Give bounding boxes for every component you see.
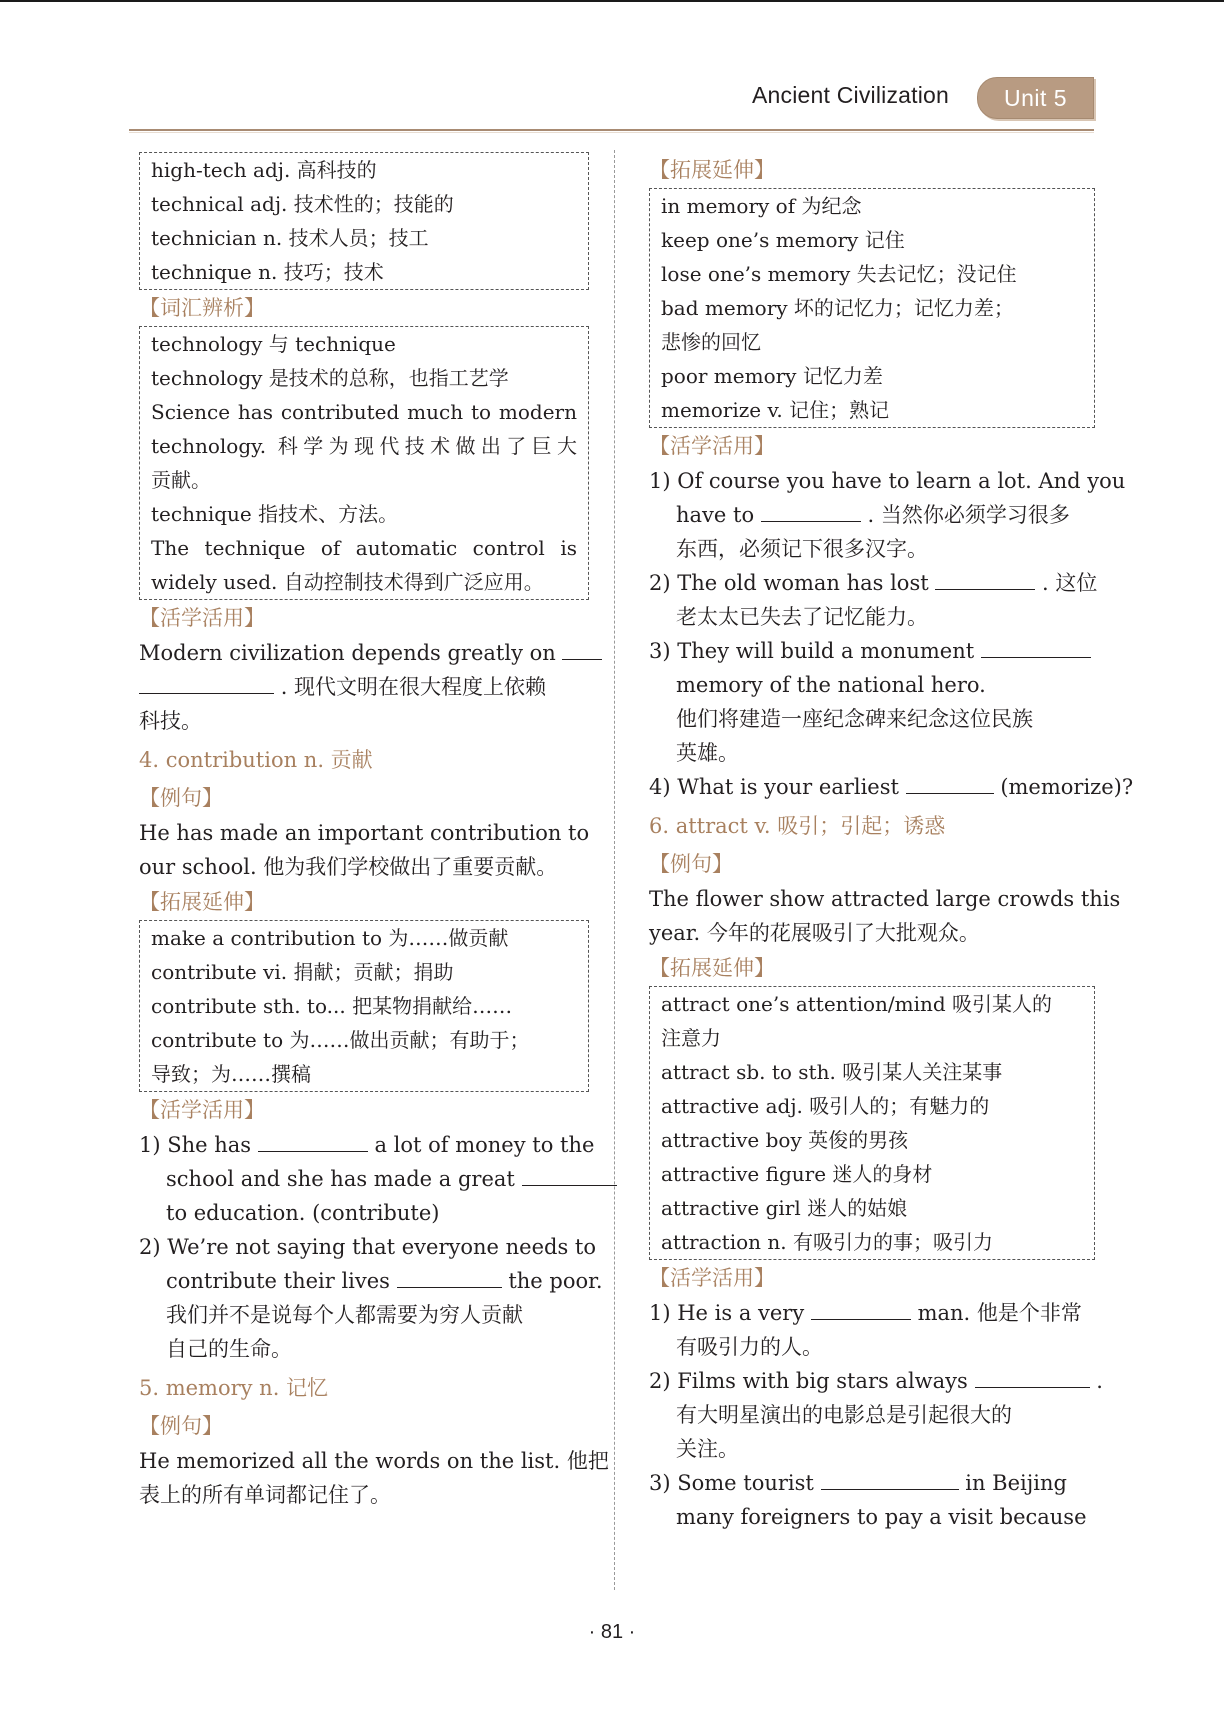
answer-blank[interactable]	[397, 1265, 502, 1288]
practice-line: contribute their lives the poor.	[139, 1264, 589, 1298]
practice-line: 1) Of course you have to learn a lot. And you	[649, 469, 1126, 493]
practice-line: school and she has made a great	[139, 1162, 589, 1196]
answer-blank[interactable]	[975, 1365, 1090, 1388]
practice-line: 3) They will build a monument	[649, 634, 1095, 668]
practice-line: 2) Films with big stars always .	[649, 1364, 1095, 1398]
box-line: technology. 科学为现代技术做出了巨大	[151, 434, 577, 458]
box-line: attract sb. to sth. 吸引某人关注某事	[661, 1060, 1003, 1084]
answer-blank[interactable]	[761, 499, 861, 522]
box-line: 注意力	[661, 1026, 721, 1050]
box-line: widely used. 自动控制技术得到广泛应用。	[151, 570, 544, 594]
answer-blank[interactable]	[139, 671, 274, 694]
practice-line: many foreigners to pay a visit because	[676, 1505, 1087, 1529]
section-tag-practice: 【活学活用】	[649, 434, 775, 458]
answer-blank[interactable]	[811, 1297, 911, 1320]
box-line: high-tech adj. 高科技的	[151, 158, 377, 182]
box-line: technology 与 technique	[151, 332, 396, 356]
entry-heading-attract: 6. attract v. 吸引；引起；诱惑	[649, 814, 946, 838]
practice-line: memory of the national hero.	[676, 673, 986, 697]
vocab-analysis-box	[139, 326, 589, 600]
box-line: contribute sth. to... 把某物捐献给……	[151, 994, 513, 1018]
answer-blank[interactable]	[935, 567, 1035, 590]
box-line: 悲惨的回忆	[661, 330, 761, 354]
section-tag-example: 【例句】	[649, 852, 733, 876]
example-line: He has made an important contribution to	[139, 821, 590, 845]
box-line: Science has contributed much to modern	[151, 400, 577, 424]
practice-line: 自己的生命。	[166, 1337, 292, 1361]
box-line: attractive figure 迷人的身材	[661, 1162, 933, 1186]
box-line: The technique of automatic control is	[151, 536, 577, 560]
header-rule-shadow	[129, 132, 1094, 133]
page-number: · 81 ·	[588, 1621, 636, 1643]
answer-blank[interactable]	[821, 1467, 959, 1490]
example-line: year. 今年的花展吸引了大批观众。	[649, 921, 980, 945]
page-top-border	[0, 0, 1224, 2]
extension-box	[139, 920, 589, 1092]
example-line: 表上的所有单词都记住了。	[139, 1483, 391, 1507]
box-line: technique 指技术、方法。	[151, 502, 399, 526]
entry-heading-contribution: 4. contribution n. 贡献	[139, 748, 373, 772]
box-line: 贡献。	[151, 468, 211, 492]
practice-line: . 现代文明在很大程度上依赖	[139, 670, 589, 704]
box-line: attractive adj. 吸引人的；有魅力的	[661, 1094, 990, 1118]
box-line: attractive girl 迷人的姑娘	[661, 1196, 908, 1220]
practice-line: Modern civilization depends greatly on	[139, 636, 589, 670]
section-tag-extension: 【拓展延伸】	[649, 956, 775, 980]
practice-line: to education. (contribute)	[166, 1201, 440, 1225]
answer-blank[interactable]	[906, 771, 994, 794]
header-rule	[129, 129, 1094, 131]
section-tag-extension: 【拓展延伸】	[649, 158, 775, 182]
practice-line: 他们将建造一座纪念碑来纪念这位民族	[676, 707, 1033, 731]
practice-line: 我们并不是说每个人都需要为穷人贡献	[166, 1303, 523, 1327]
box-line: attract one’s attention/mind 吸引某人的	[661, 992, 1053, 1016]
box-line: in memory of 为纪念	[661, 194, 862, 218]
box-line: poor memory 记忆力差	[661, 364, 883, 388]
box-line: keep one’s memory 记住	[661, 228, 905, 252]
answer-blank[interactable]	[981, 635, 1091, 658]
box-line: lose one’s memory 失去记忆；没记住	[661, 262, 1017, 286]
column-divider	[614, 150, 615, 1590]
example-line: The flower show attracted large crowds this	[649, 887, 1121, 911]
box-line: memorize v. 记住；熟记	[661, 398, 890, 422]
practice-line: have to . 当然你必须学习很多	[649, 498, 1095, 532]
section-tag-practice: 【活学活用】	[139, 1098, 265, 1122]
box-line: technique n. 技巧；技术	[151, 260, 384, 284]
practice-line: 有吸引力的人。	[676, 1335, 823, 1359]
practice-line: 1) She has a lot of money to the	[139, 1128, 589, 1162]
practice-line: 3) Some tourist in Beijing	[649, 1466, 1095, 1500]
box-line: technical adj. 技术性的；技能的	[151, 192, 454, 216]
right-column	[649, 152, 1134, 1534]
section-tag-example: 【例句】	[139, 1414, 223, 1438]
answer-blank[interactable]	[562, 637, 602, 660]
practice-line: 2) We’re not saying that everyone needs to	[139, 1235, 596, 1259]
practice-line: 1) He is a very man. 他是个非常	[649, 1296, 1095, 1330]
answer-blank[interactable]	[522, 1163, 617, 1186]
unit-badge: Unit 5	[977, 77, 1094, 119]
entry-heading-memory: 5. memory n. 记忆	[139, 1376, 329, 1400]
box-line: contribute vi. 捐献；贡献；捐助	[151, 960, 454, 984]
left-column	[139, 152, 609, 1512]
box-line: contribute to 为……做出贡献；有助于；	[151, 1028, 530, 1052]
box-line: bad memory 坏的记忆力；记忆力差；	[661, 296, 1014, 320]
practice-line: 4) What is your earliest (memorize)?	[649, 770, 1095, 804]
practice-line: 有大明星演出的电影总是引起很大的	[676, 1403, 1012, 1427]
practice-line: 东西，必须记下很多汉字。	[676, 537, 928, 561]
example-line: our school. 他为我们学校做出了重要贡献。	[139, 855, 558, 879]
box-line: make a contribution to 为……做贡献	[151, 926, 509, 950]
example-line: He memorized all the words on the list. 他把	[139, 1449, 609, 1473]
section-tag-example: 【例句】	[139, 786, 223, 810]
box-line: technology 是技术的总称，也指工艺学	[151, 366, 509, 390]
practice-line: 关注。	[676, 1437, 739, 1461]
section-tag-practice: 【活学活用】	[139, 606, 265, 630]
box-line: attractive boy 英俊的男孩	[661, 1128, 909, 1152]
practice-line: 英雄。	[676, 741, 739, 765]
word-family-box	[139, 152, 589, 290]
extension-box	[649, 188, 1095, 428]
practice-line: 老太太已失去了记忆能力。	[676, 605, 928, 629]
section-tag-extension: 【拓展延伸】	[139, 890, 265, 914]
section-tag-practice: 【活学活用】	[649, 1266, 775, 1290]
box-line: technician n. 技术人员；技工	[151, 226, 429, 250]
section-tag-vocab-analysis: 【词汇辨析】	[139, 296, 265, 320]
practice-line: 科技。	[139, 709, 202, 733]
running-header-title: Ancient Civilization	[752, 82, 950, 108]
box-line: attraction n. 有吸引力的事；吸引力	[661, 1230, 993, 1254]
box-line: 导致；为……撰稿	[151, 1062, 311, 1086]
extension-box	[649, 986, 1095, 1260]
practice-line: 2) The old woman has lost . 这位	[649, 566, 1095, 600]
answer-blank[interactable]	[258, 1129, 368, 1152]
